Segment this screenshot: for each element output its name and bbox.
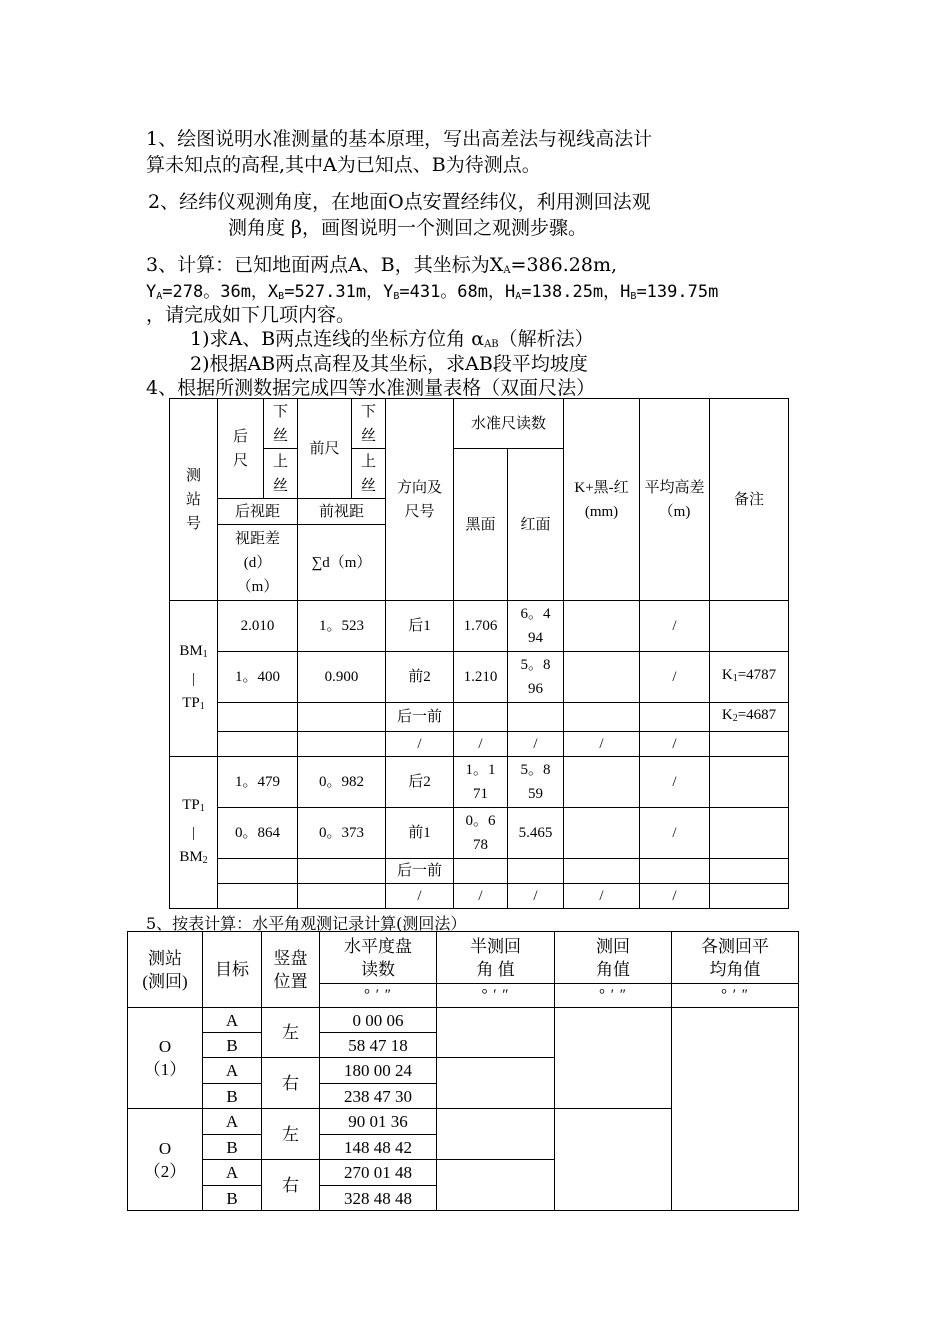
s1-r2-c1: 1。400	[218, 652, 298, 703]
q5-g1-half-left	[437, 1008, 555, 1058]
s2-r4-k: /	[564, 884, 640, 909]
hdr-reading: 水准尺读数	[454, 399, 564, 449]
hdr-k-black-red: K+黑-红(mm)	[564, 399, 640, 601]
s1-r4-remark	[710, 732, 789, 757]
hdr-back-ruler: 后尺	[218, 399, 264, 499]
q5-g2-r1-reading: 90 01 36	[320, 1109, 437, 1135]
q5-hdr-round: 测回角值	[555, 932, 672, 984]
s2-r1-dir: 后2	[386, 757, 454, 808]
leveling-table	[169, 398, 789, 909]
q3-l2a: Y	[146, 282, 157, 302]
s2-r1-mean: /	[640, 757, 710, 808]
horizontal-angle-table	[127, 931, 799, 1211]
s2-r1-red: 5。859	[508, 757, 564, 808]
q3-line1	[146, 250, 617, 277]
q3-item1-text: 1)求A、B两点连线的坐标方位角 α	[190, 328, 485, 350]
s2-r2-remark	[710, 808, 789, 859]
q5-g2-round-angle	[555, 1109, 672, 1211]
s2-r3-mean	[640, 859, 710, 884]
s1-r1-red: 6。494	[508, 601, 564, 652]
q3-l2b: =278。36m，X	[162, 282, 279, 302]
s1-r3-dir: 后一前	[386, 703, 454, 732]
s2-r3-k	[564, 859, 640, 884]
s1-r1-black: 1.706	[454, 601, 508, 652]
hdr-direction: 方向及尺号	[386, 399, 454, 601]
q3-l2d: =431。68m，H	[399, 282, 516, 302]
s1-r3-mean	[640, 703, 710, 732]
q5-g2-r2-reading: 148 48 42	[320, 1135, 437, 1160]
station-1-name: $BM_1$ | $TP_1$	[170, 601, 218, 757]
q3-l2e: =138.25m，H	[521, 282, 631, 302]
hdr-front-dist: 前视距	[298, 499, 386, 525]
hdr-sum-d: ∑d（m）	[298, 525, 386, 601]
s2-r1-c2: 0。982	[298, 757, 386, 808]
s1-r1-dir: 后1	[386, 601, 454, 652]
s2-r2-c1: 0。864	[218, 808, 298, 859]
q5-g1-round-angle	[555, 1008, 672, 1109]
hdr-upper-wire-1: 上丝	[264, 449, 298, 499]
s1-r2-k	[564, 652, 640, 703]
q3-item2: 2)根据AB两点高程及其坐标，求AB段平均坡度	[190, 353, 588, 375]
hdr-red: 红面	[508, 449, 564, 601]
q3-line1-text: 3、计算：已知地面两点A、B，其坐标为X	[146, 254, 504, 276]
s1-r4-red: /	[508, 732, 564, 757]
q5-hdr-station: 测站(测回)	[128, 932, 203, 1008]
s2-r4-red: /	[508, 884, 564, 909]
s2-r4-black: /	[454, 884, 508, 909]
q1-line1: 1、绘图说明水准测量的基本原理，写出高差法与视线高法计	[146, 128, 653, 150]
q5-g2-pos-left: 左	[262, 1109, 320, 1160]
hdr-black: 黑面	[454, 449, 508, 601]
q2-line2: 测角度 β，画图说明一个测回之观测步骤。	[228, 217, 588, 239]
hdr-upper-wire-2: 上丝	[352, 449, 386, 499]
q3-l2a-sub: A	[156, 291, 163, 302]
q5-g1-station: O （1）	[128, 1008, 203, 1109]
q5-title: 5、按表计算：水平角观测记录计算(测回法）	[146, 914, 467, 933]
q5-hdr-target: 目标	[203, 932, 262, 1008]
s1-r1-remark	[710, 601, 789, 652]
s1-r3-c1	[218, 703, 298, 732]
q3-item1	[190, 324, 594, 351]
s2-r1-c1: 1。479	[218, 757, 298, 808]
q5-unit-mean: ° ′ ″	[672, 984, 799, 1008]
s2-r4-c2	[298, 884, 386, 909]
s2-r1-black: 1。171	[454, 757, 508, 808]
q3-l2b-sub: B	[278, 291, 285, 302]
s1-r3-remark: $K_2=4687$	[710, 703, 789, 732]
q3-line1-tail: =386.28m,	[510, 254, 618, 276]
q5-g1-r3-target: A	[203, 1058, 262, 1084]
station-2-name: $TP_1$ | $BM_2$	[170, 757, 218, 909]
q5-g2-r4-target: B	[203, 1186, 262, 1211]
q5-g2-half-right	[437, 1160, 555, 1211]
q5-g2-half-left	[437, 1109, 555, 1160]
q3-item1-tail: （解析法）	[498, 328, 594, 350]
q5-g1-r3-reading: 180 00 24	[320, 1058, 437, 1084]
q4-title: 4、根据所测数据完成四等水准测量表格（双面尺法）	[146, 377, 596, 399]
q5-g2-station: O （2）	[128, 1109, 203, 1211]
q3-line1-sub: A	[503, 265, 511, 276]
s2-r2-black: 0。678	[454, 808, 508, 859]
s2-r2-c2: 0。373	[298, 808, 386, 859]
q5-unit-round: ° ′ ″	[555, 984, 672, 1008]
s2-r1-remark	[710, 757, 789, 808]
hdr-front-ruler: 前尺	[298, 399, 352, 499]
q3-l2d-sub: A	[515, 291, 522, 302]
s1-r4-black: /	[454, 732, 508, 757]
s1-r3-c2	[298, 703, 386, 732]
s2-r4-dir: /	[386, 884, 454, 909]
s1-r4-dir: /	[386, 732, 454, 757]
q3-l2c-sub: B	[393, 291, 400, 302]
s2-r3-remark	[710, 859, 789, 884]
q3-l2e-sub: B	[630, 291, 637, 302]
s1-r3-red	[508, 703, 564, 732]
s1-r4-k: /	[564, 732, 640, 757]
q5-g1-r1-reading: 0 00 06	[320, 1008, 437, 1033]
s1-r1-mean: /	[640, 601, 710, 652]
hdr-lower-wire-1: 下丝	[264, 399, 298, 449]
s1-r4-c1	[218, 732, 298, 757]
s2-r3-red	[508, 859, 564, 884]
q3-l2c: =527.31m，Y	[284, 282, 394, 302]
s2-r2-dir: 前1	[386, 808, 454, 859]
q5-hdr-reading: 水平度盘读数	[320, 932, 437, 984]
hdr-lower-wire-2: 下丝	[352, 399, 386, 449]
s2-r3-c1	[218, 859, 298, 884]
s1-r3-k	[564, 703, 640, 732]
s2-r2-red: 5.465	[508, 808, 564, 859]
q5-unit-reading: ° ′ ″	[320, 984, 437, 1008]
hdr-station: 测站号	[170, 399, 218, 601]
s1-r2-c2: 0.900	[298, 652, 386, 703]
s2-r2-mean: /	[640, 808, 710, 859]
s1-r1-k	[564, 601, 640, 652]
s2-r3-dir: 后一前	[386, 859, 454, 884]
hdr-back-dist: 后视距	[218, 499, 298, 525]
q5-mean-angle	[672, 1008, 799, 1211]
hdr-dist-diff: 视距差(d）（m）	[218, 525, 298, 601]
s1-r1-c2: 1。523	[298, 601, 386, 652]
hdr-mean-diff: 平均高差（m)	[640, 399, 710, 601]
s2-r4-c1	[218, 884, 298, 909]
q5-g1-r2-target: B	[203, 1033, 262, 1058]
q5-g2-r2-target: B	[203, 1135, 262, 1160]
s1-r4-c2	[298, 732, 386, 757]
s2-r4-remark	[710, 884, 789, 909]
s1-r3-black	[454, 703, 508, 732]
q5-g2-r1-target: A	[203, 1109, 262, 1135]
s2-r3-c2	[298, 859, 386, 884]
s2-r4-mean: /	[640, 884, 710, 909]
s1-r2-mean: /	[640, 652, 710, 703]
q5-hdr-half: 半测回角 值	[437, 932, 555, 984]
q1-line2: 算未知点的高程,其中A为已知点、B为待测点。	[146, 154, 541, 176]
q5-g1-r4-target: B	[203, 1084, 262, 1109]
q5-hdr-position: 竖盘位置	[262, 932, 320, 1008]
s2-r1-k	[564, 757, 640, 808]
q5-unit-half: ° ′ ″	[437, 984, 555, 1008]
q5-g1-r2-reading: 58 47 18	[320, 1033, 437, 1058]
q3-line2	[146, 277, 718, 302]
q5-g2-r3-reading: 270 01 48	[320, 1160, 437, 1186]
q5-g2-pos-right: 右	[262, 1160, 320, 1211]
s2-r2-k	[564, 808, 640, 859]
q5-g1-pos-right: 右	[262, 1058, 320, 1109]
q5-g2-r4-reading: 328 48 48	[320, 1186, 437, 1211]
s1-r1-c1: 2.010	[218, 601, 298, 652]
q5-g1-pos-left: 左	[262, 1008, 320, 1058]
q5-g1-r4-reading: 238 47 30	[320, 1084, 437, 1109]
q3-line3: ，请完成如下几项内容。	[146, 304, 356, 326]
s1-r2-red: 5。896	[508, 652, 564, 703]
hdr-remark: 备注	[710, 399, 789, 601]
q2-line1: 2、经纬仪观测角度，在地面O点安置经纬仪，利用测回法观	[148, 191, 651, 213]
q5-hdr-mean: 各测回平均角值	[672, 932, 799, 984]
s1-r2-dir: 前2	[386, 652, 454, 703]
q5-g2-r3-target: A	[203, 1160, 262, 1186]
q3-item1-sub: AB	[484, 339, 499, 350]
s2-r3-black	[454, 859, 508, 884]
s1-r2-black: 1.210	[454, 652, 508, 703]
q5-g1-half-right	[437, 1058, 555, 1109]
q5-g1-r1-target: A	[203, 1008, 262, 1033]
s1-r4-mean: /	[640, 732, 710, 757]
s1-r2-remark: $K_1=4787$	[710, 652, 789, 703]
q3-l2f: =139.75m	[636, 282, 719, 302]
